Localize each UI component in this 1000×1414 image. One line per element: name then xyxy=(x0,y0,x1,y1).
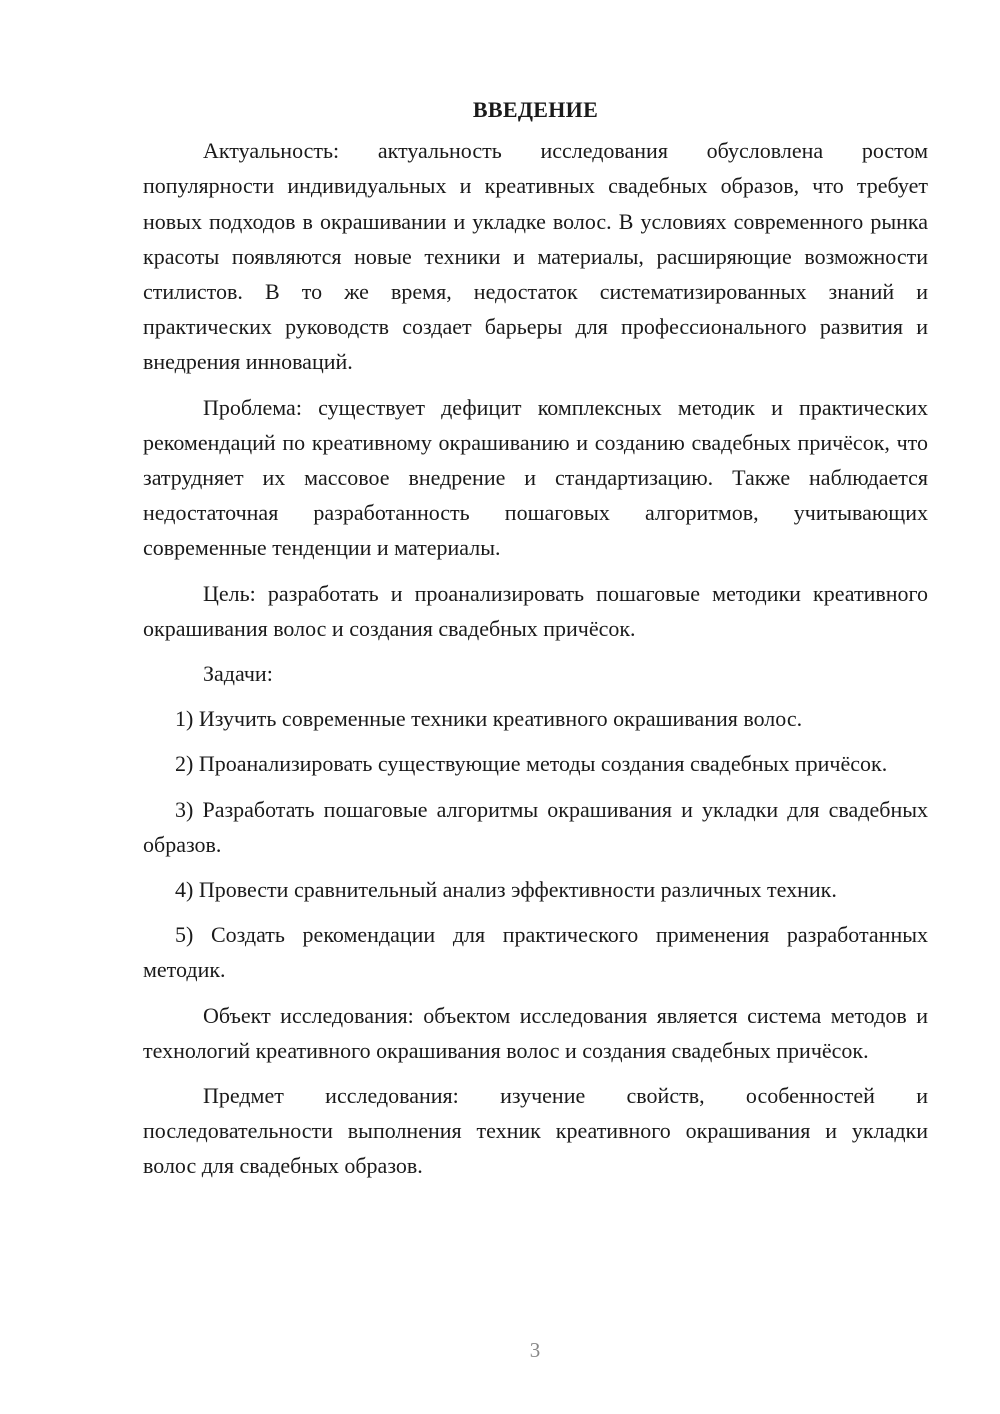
page-number: 3 xyxy=(529,1338,541,1362)
page-title: ВВЕДЕНИЕ xyxy=(472,97,599,122)
task-item-2: 2) Проанализировать существующие методы создания свадебных причёсок. xyxy=(175,751,888,777)
paragraph-object: Объект исследования: объектом исследования является система методов и технологий креативного окрашивания волос и создания свадебных причёсок. xyxy=(143,1002,928,1063)
task-item-1: 1) Изучить современные техники креативного окрашивания волос. xyxy=(175,706,803,732)
tasks-heading: Задачи: xyxy=(203,661,273,687)
task-item-5: 5) Создать рекомендации для практического применения разработанных методик. xyxy=(143,922,928,983)
paragraph-subject: Предмет исследования: изучение свойств, особенностей и последовательности выполнения техник креативного окрашивания и укладки волос для свадебных образов. xyxy=(143,1083,928,1179)
task-item-4: 4) Провести сравнительный анализ эффективности различных техник. xyxy=(175,877,837,903)
paragraph-relevance: Актуальность: актуальность исследования обусловлена ростом популярности индивидуальных и креативных свадебных образов, что требует новых подходов в окрашивании и укладке волос. В условиях современного рынка красоты появляются новые техники и материалы, расширяющие возможности стилистов. В то же время, недостаток систематизированных знаний и практических руководств создает барьеры для профессионального развития и внедрения инноваций. xyxy=(143,138,928,375)
page-content xyxy=(143,92,928,1194)
task-item-3: 3) Разработать пошаговые алгоритмы окрашивания и укладки для свадебных образов. xyxy=(143,796,928,857)
paragraph-goal: Цель: разработать и проанализировать пошаговые методики креативного окрашивания волос и создания свадебных причёсок. xyxy=(143,580,928,641)
paragraph-problem: Проблема: существует дефицит комплексных методик и практических рекомендаций по креативному окрашиванию и созданию свадебных причёсок, что затрудняет их массовое внедрение и стандартизацию. Также наблюдается недостаточная разработанность пошаговых алгоритмов, учитывающих современные тенденции и материалы. xyxy=(143,394,928,561)
